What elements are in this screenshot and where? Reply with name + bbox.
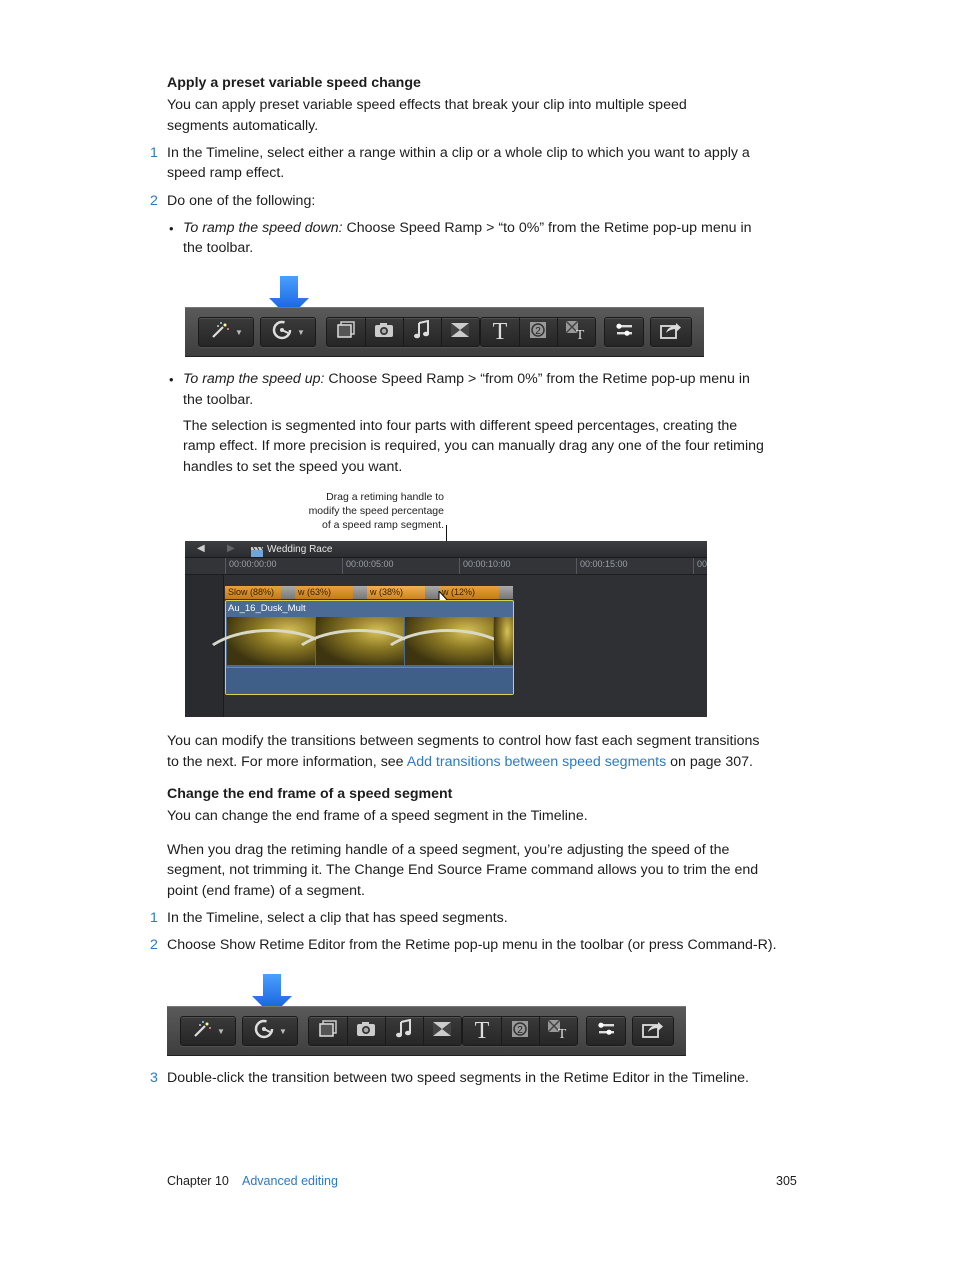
retiming-handle[interactable] <box>499 586 513 599</box>
photos-button[interactable] <box>347 1017 386 1045</box>
ruler-tick <box>225 558 226 574</box>
bullet1-line1 <box>183 218 751 239</box>
chevron-down-icon: ▼ <box>279 1026 287 1036</box>
retime-button[interactable] <box>260 317 316 347</box>
speed-segment[interactable]: w (63%) <box>295 586 353 599</box>
magic-wand-button[interactable] <box>198 317 254 347</box>
bullet2-rest: Choose Speed Ramp > “from 0%” from the Retime pop-up menu in <box>324 371 750 387</box>
project-name: Wedding Race <box>267 544 333 555</box>
video-clip[interactable] <box>225 600 514 695</box>
footer-chapter: Chapter 10 <box>167 1174 229 1188</box>
toolbar <box>185 307 704 357</box>
camera-icon <box>374 322 394 343</box>
speed-segment[interactable]: w (12%) <box>439 586 499 599</box>
callout-line3: of a speed ramp segment. <box>322 519 444 531</box>
preset-intro-line1: You can apply preset variable speed effects that break your clip into multiple speed <box>167 97 687 113</box>
music-note-icon <box>413 320 431 345</box>
step-number: 1 <box>150 910 158 926</box>
speed-segment[interactable]: w (38%) <box>367 586 425 599</box>
svg-text:2: 2 <box>535 325 541 337</box>
bullet1-italic: To ramp the speed down: <box>183 220 343 236</box>
bullet2-italic: To ramp the speed up: <box>183 371 325 387</box>
svg-text:2: 2 <box>517 1024 523 1036</box>
inspector-button[interactable] <box>586 1016 626 1046</box>
magic-wand-icon <box>209 321 231 344</box>
endframe-p3: point (end frame) of a segment. <box>167 883 365 899</box>
bullet1-rest: Choose Speed Ramp > “to 0%” from the Retime pop-up menu in <box>342 220 752 236</box>
themes-icon <box>565 320 587 345</box>
generators-button[interactable] <box>519 318 558 346</box>
clip-library-icon <box>318 1020 338 1043</box>
step1-line1: In the Timeline, select either a range within a clip or a whole clip to which you want to apply a <box>167 145 750 161</box>
generators-icon <box>510 1019 530 1044</box>
retime-icon <box>253 1018 275 1045</box>
footer-chapter-title[interactable]: Advanced editing <box>242 1174 338 1188</box>
forward-button[interactable]: ▶ <box>227 543 235 554</box>
back-button[interactable]: ◀ <box>197 543 205 554</box>
titles-button[interactable] <box>463 1017 502 1045</box>
step-number: 2 <box>150 937 158 953</box>
inspector-icon <box>596 1021 616 1042</box>
section-heading-preset: Apply a preset variable speed change <box>167 75 421 91</box>
preset-intro-line2: segments automatically. <box>167 118 319 134</box>
browser-button-group <box>326 317 480 347</box>
para-line2: ramp effect. If more precision is required, you can manually drag any one of the four retiming <box>183 438 764 454</box>
step2-text: Do one of the following: <box>167 193 316 209</box>
endframe-intro: You can change the end frame of a speed segment in the Timeline. <box>167 808 588 824</box>
clip-thumbnail <box>494 617 513 665</box>
step-number: 3 <box>150 1070 158 1086</box>
titles-icon: T <box>474 1017 490 1044</box>
svg-text:T: T <box>557 1026 567 1039</box>
step-number: 2 <box>150 193 158 209</box>
retime-button[interactable] <box>242 1016 298 1046</box>
generators-icon <box>528 320 548 345</box>
music-note-icon <box>395 1019 413 1044</box>
bullet2-line2: the toolbar. <box>183 392 254 408</box>
share-button[interactable] <box>632 1016 674 1046</box>
retiming-handle[interactable] <box>353 586 367 599</box>
endframe-step3: Double-click the transition between two speed segments in the Retime Editor in the Timeline. <box>167 1070 749 1086</box>
bullet: • <box>169 221 174 236</box>
photos-button[interactable] <box>365 318 404 346</box>
para-line1: The selection is segmented into four parts with different speed percentages, creating the <box>183 418 738 434</box>
transitions-icon <box>450 322 470 343</box>
para-line3: handles to set the speed you want. <box>183 459 403 475</box>
timecode-label: 00:00:15:00 <box>580 559 628 569</box>
page-number: 305 <box>776 1174 797 1188</box>
camera-icon <box>356 1021 376 1042</box>
bullet1-line2: the toolbar. <box>183 240 254 256</box>
timecode-label: 00:00:10:00 <box>463 559 511 569</box>
timecode-label: 00 <box>697 559 707 569</box>
timeline-ruler <box>185 558 707 575</box>
timeline-header <box>185 541 707 558</box>
ruler-tick <box>576 558 577 574</box>
speed-segment[interactable]: Slow (88%) <box>225 586 281 599</box>
bullet: • <box>169 372 174 387</box>
clip-audio-area <box>226 667 513 694</box>
ruler-tick <box>342 558 343 574</box>
after-line2-pre: to the next. For more information, see <box>167 754 407 770</box>
magic-wand-button[interactable] <box>180 1016 236 1046</box>
after-line2-post: on page 307. <box>666 754 753 770</box>
endframe-step2: Choose Show Retime Editor from the Retime pop-up menu in the toolbar (or press Command-R). <box>167 937 777 953</box>
browser-button-group <box>308 1016 462 1046</box>
clip-library-button[interactable] <box>309 1017 348 1045</box>
themes-button[interactable] <box>539 1017 577 1045</box>
clip-thumbnail <box>405 617 493 665</box>
timeline-panel <box>185 541 707 717</box>
chevron-down-icon: ▼ <box>217 1026 225 1036</box>
transitions-icon <box>432 1021 452 1042</box>
endframe-step1: In the Timeline, select a clip that has speed segments. <box>167 910 508 926</box>
titles-icon: T <box>492 318 508 345</box>
retiming-handle[interactable] <box>281 586 295 599</box>
retime-icon <box>271 319 293 346</box>
after-line2 <box>167 752 753 773</box>
timecode-label: 00:00:00:00 <box>229 559 277 569</box>
endframe-p1: When you drag the retiming handle of a speed segment, you’re adjusting the speed of the <box>167 842 730 858</box>
endframe-p2: segment, not trimming it. The Change End Source Frame command allows you to trim the end <box>167 862 759 878</box>
music-button[interactable] <box>403 318 442 346</box>
speed-segments-link[interactable]: Add transitions between speed segments <box>406 754 667 770</box>
share-icon <box>642 1020 664 1043</box>
toolbar <box>167 1006 686 1056</box>
share-icon <box>660 321 682 344</box>
themes-icon <box>547 1019 569 1044</box>
section-heading-endframe: Change the end frame of a speed segment <box>167 786 453 802</box>
inspector-button[interactable] <box>604 317 644 347</box>
themes-button[interactable] <box>557 318 595 346</box>
transitions-button[interactable] <box>423 1017 461 1045</box>
chevron-down-icon: ▼ <box>235 327 243 337</box>
clip-name: Au_16_Dusk_Mult <box>228 603 306 614</box>
generators-button[interactable] <box>501 1017 540 1045</box>
callout-line2: modify the speed percentage <box>308 505 444 517</box>
generator-button-group <box>462 1016 578 1046</box>
magic-wand-icon <box>191 1020 213 1043</box>
transitions-button[interactable] <box>441 318 479 346</box>
clip-library-button[interactable] <box>327 318 366 346</box>
share-button[interactable] <box>650 317 692 347</box>
inspector-icon <box>614 322 634 343</box>
ruler-tick <box>459 558 460 574</box>
callout-line1: Drag a retiming handle to <box>326 491 444 503</box>
timecode-label: 00:00:05:00 <box>346 559 394 569</box>
callout-text <box>266 490 444 532</box>
clip-library-icon <box>336 321 356 344</box>
ruler-tick <box>693 558 694 574</box>
after-line1: You can modify the transitions between segments to control how fast each segment transitions <box>167 733 760 749</box>
chevron-down-icon: ▼ <box>297 327 305 337</box>
step1-line2: speed ramp effect. <box>167 165 285 181</box>
step-number: 1 <box>150 145 158 161</box>
svg-text:T: T <box>575 327 585 340</box>
generator-button-group <box>480 317 596 347</box>
bullet2-line1 <box>183 369 750 390</box>
music-button[interactable] <box>385 1017 424 1045</box>
titles-button[interactable] <box>481 318 520 346</box>
